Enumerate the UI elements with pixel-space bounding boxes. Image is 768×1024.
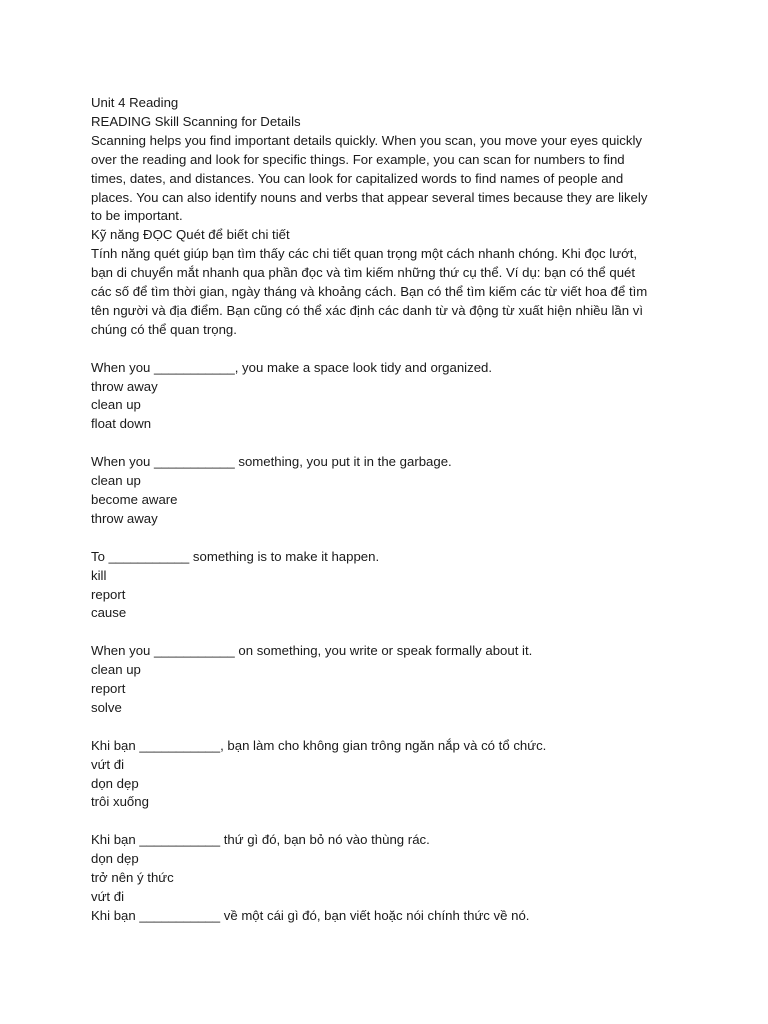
question-7: [91, 907, 708, 926]
question-6: [91, 831, 708, 907]
question-1: [91, 359, 708, 435]
answer-option: float down: [91, 416, 152, 432]
intro-vi-line: chúng có thể quan trọng.: [91, 321, 237, 337]
intro-en-line: over the reading and look for specific things. For example, you can scan for numbers to find: [91, 151, 625, 167]
question-prompt: When you ___________ on something, you write or speak formally about it.: [91, 643, 533, 659]
question-prompt: Khi bạn ___________ thứ gì đó, bạn bỏ nó vào thùng rác.: [91, 832, 430, 848]
answer-option: dọn dẹp: [91, 775, 139, 791]
answer-option: dọn dẹp: [91, 851, 139, 867]
question-5: [91, 737, 708, 813]
intro-en-line: to be important.: [91, 208, 183, 224]
answer-option: solve: [91, 699, 122, 715]
intro-vi-line: Tính năng quét giúp bạn tìm thấy các chi tiết quan trọng một cách nhanh chóng. Khi đọc lướt,: [91, 246, 638, 262]
document-title: Unit 4 Reading: [91, 95, 179, 110]
question-2: [91, 453, 708, 529]
intro-en-line: Scanning helps you find important details quickly. When you scan, you move your eyes quickly: [91, 132, 642, 148]
question-3: [91, 548, 708, 624]
question-prompt: To ___________ something is to make it happen.: [91, 548, 380, 564]
answer-option: throw away: [91, 510, 158, 526]
answer-option: vứt đi: [91, 888, 125, 904]
question-4: [91, 642, 708, 718]
answer-option: kill: [91, 567, 107, 583]
answer-option: clean up: [91, 662, 141, 678]
intro-en-line: times, dates, and distances. You can look for capitalized words to find names of people and: [91, 170, 624, 186]
vietnamese-heading: Kỹ năng ĐỌC Quét để biết chi tiết: [91, 227, 290, 243]
answer-option: throw away: [91, 378, 158, 394]
answer-option: cause: [91, 605, 127, 621]
intro-vi-line: bạn di chuyển mắt nhanh qua phần đọc và tìm kiếm những thứ cụ thể. Ví dụ: bạn có thể quét: [91, 265, 636, 281]
answer-option: trôi xuống: [91, 794, 149, 810]
document-subtitle: READING Skill Scanning for Details: [91, 113, 301, 129]
answer-option: report: [91, 586, 126, 602]
question-prompt: Khi bạn ___________ về một cái gì đó, bạn viết hoặc nói chính thức về nó.: [91, 907, 530, 923]
answer-option: clean up: [91, 397, 141, 413]
answer-option: vứt đi: [91, 756, 125, 772]
intro-vietnamese: [91, 245, 708, 340]
intro-vi-line: tên người và địa điểm. Bạn cũng có thể xác định các danh từ và động từ xuất hiện nhiều lần vì: [91, 302, 643, 318]
question-prompt: When you ___________, you make a space look tidy and organized.: [91, 359, 493, 375]
answer-option: report: [91, 681, 126, 697]
answer-option: trở nên ý thức: [91, 870, 174, 886]
intro-english: [91, 132, 708, 227]
intro-vi-line: các số để tìm thời gian, ngày tháng và khoảng cách. Bạn có thể tìm kiếm các từ viết hoa để tìm: [91, 284, 648, 300]
answer-option: become aware: [91, 492, 178, 507]
question-prompt: Khi bạn ___________, bạn làm cho không gian trông ngăn nắp và có tổ chức.: [91, 737, 547, 753]
question-prompt: When you ___________ something, you put it in the garbage.: [91, 454, 452, 470]
intro-en-line: places. You can also identify nouns and verbs that appear several times because they are likely: [91, 189, 648, 205]
answer-option: clean up: [91, 473, 141, 489]
